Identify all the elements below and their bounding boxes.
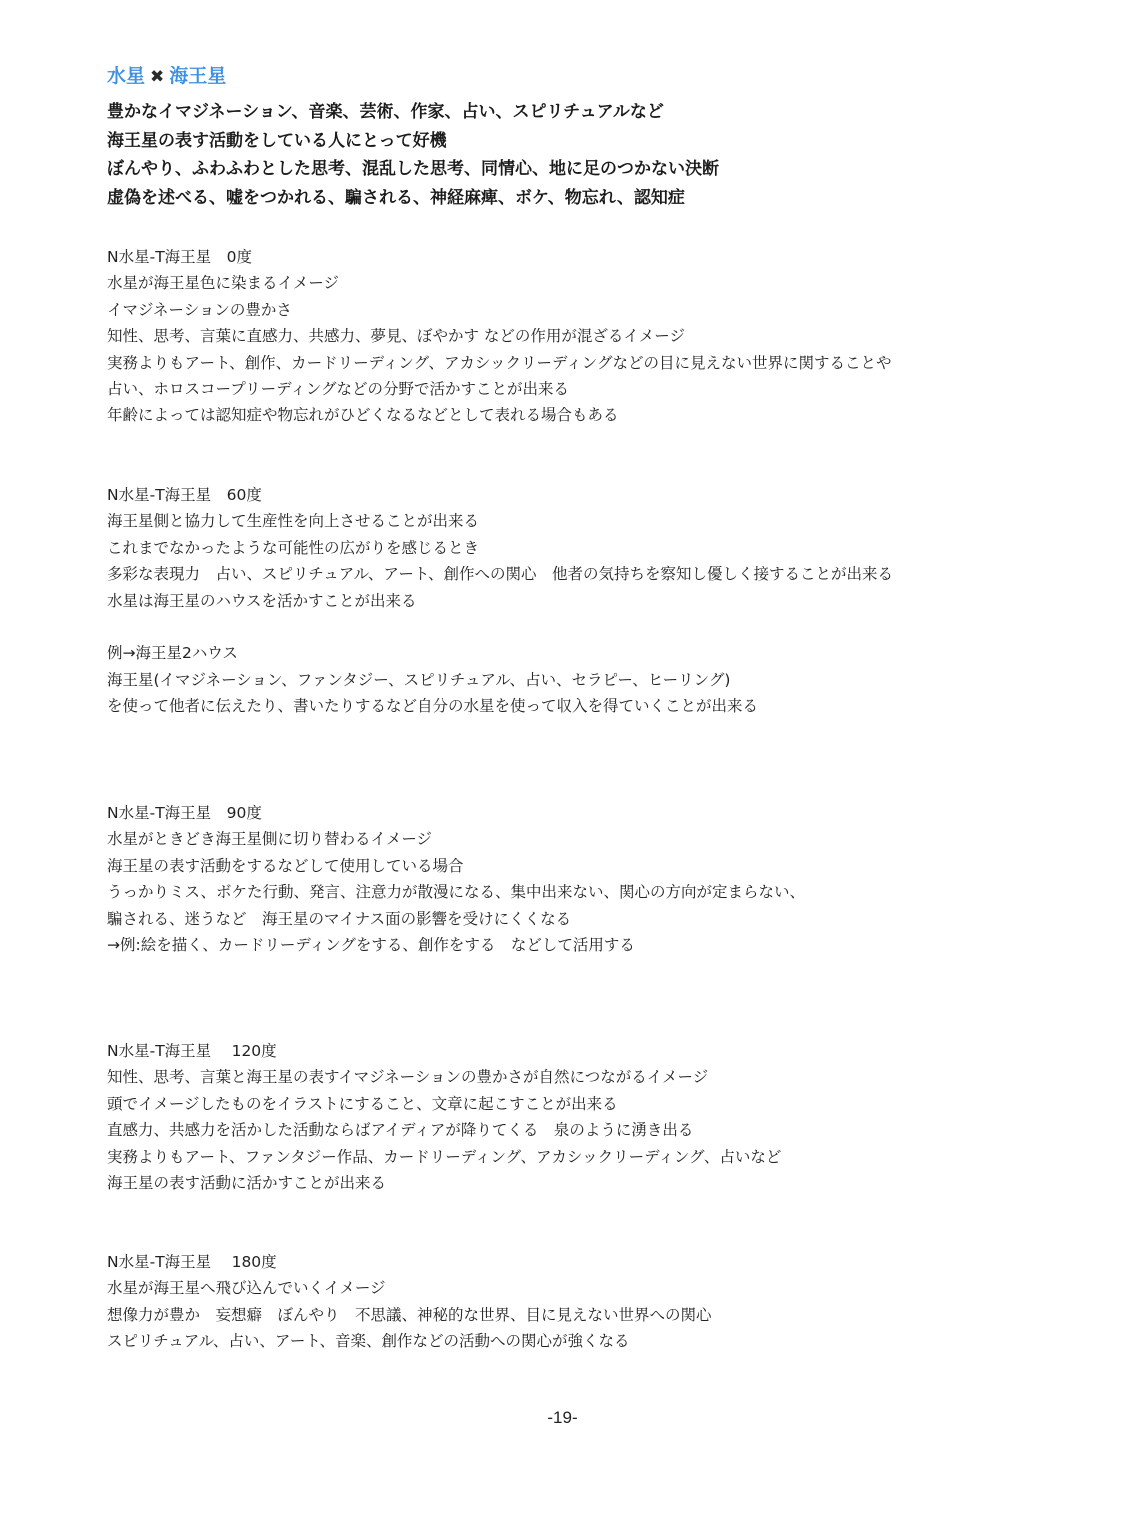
- aspect-section-90deg: [107, 800, 805, 958]
- cross-icon: ✖: [150, 67, 165, 87]
- section-line: 直感力、共感力を活かした活動ならばアイディアが降りてくる 泉のように湧き出る: [107, 1121, 694, 1140]
- document-page: [107, 62, 1067, 212]
- section-line: 例→海王星2ハウス: [107, 644, 238, 663]
- aspect-section-180deg: [107, 1249, 712, 1355]
- page-number: -19-: [547, 1408, 578, 1427]
- title-planet-mercury: 水星: [107, 65, 146, 87]
- summary-line: 豊かなイマジネーション、音楽、芸術、作家、占い、スピリチュアルなど: [107, 102, 664, 122]
- section-line: 実務よりもアート、ファンタジー作品、カードリーディング、アカシックリーディング、占いなど: [107, 1147, 782, 1166]
- section-line: イマジネーションの豊かさ: [107, 300, 292, 319]
- page-title: [107, 62, 1067, 90]
- section-heading: N水星-T海王星 60度: [107, 486, 262, 504]
- section-line: 占い、ホロスコープリーディングなどの分野で活かすことが出来る: [107, 380, 570, 399]
- blank-line: [107, 614, 893, 640]
- summary-line: ぼんやり、ふわふわとした思考、混乱した思考、同情心、地に足のつかない決断: [107, 159, 719, 179]
- section-line: スピリチュアル、占い、アート、音楽、創作などの活動への関心が強くなる: [107, 1332, 630, 1351]
- section-heading: N水星-T海王星 180度: [107, 1253, 277, 1271]
- section-line: 知性、思考、言葉に直感力、共感力、夢見、ぼやかす などの作用が混ざるイメージ: [107, 327, 685, 346]
- section-line: 頭でイメージしたものをイラストにすること、文章に起こすことが出来る: [107, 1094, 618, 1113]
- section-line: →例:絵を描く、カードリーディングをする、創作をする などして活用する: [107, 936, 635, 955]
- section-line: 想像力が豊か 妄想癖 ぼんやり 不思議、神秘的な世界、目に見えない世界への関心: [107, 1305, 712, 1324]
- summary-line: 虚偽を述べる、嘘をつかれる、騙される、神経麻痺、ボケ、物忘れ、認知症: [107, 187, 685, 208]
- summary-line: 海王星の表す活動をしている人にとって好機: [107, 130, 447, 151]
- section-line: うっかりミス、ボケた行動、発言、注意力が散漫になる、集中出来ない、関心の方向が定まらない、: [107, 883, 805, 902]
- section-line: 多彩な表現力 占い、スピリチュアル、アート、創作への関心 他者の気持ちを察知し優しく接することが出来る: [107, 565, 894, 584]
- aspect-section-60deg: [107, 482, 893, 720]
- section-line: これまでなかったような可能性の広がりを感じるとき: [107, 538, 480, 557]
- section-heading: N水星-T海王星 120度: [107, 1042, 277, 1060]
- section-line: 水星は海王星のハウスを活かすことが出来る: [107, 591, 417, 610]
- section-line: 海王星側と協力して生産性を向上させることが出来る: [107, 512, 480, 531]
- section-line: 年齢によっては認知症や物忘れがひどくなるなどとして表れる場合もある: [107, 406, 619, 425]
- summary-block: [107, 98, 1067, 212]
- section-line: 水星がときどき海王星側に切り替わるイメージ: [107, 830, 433, 849]
- section-line: 水星が海王星へ飛び込んでいくイメージ: [107, 1279, 386, 1298]
- section-heading: N水星-T海王星 90度: [107, 804, 262, 822]
- section-line: 水星が海王星色に染まるイメージ: [107, 274, 340, 293]
- aspect-section-120deg: [107, 1038, 781, 1196]
- section-line: 実務よりもアート、創作、カードリーディング、アカシックリーディングなどの目に見えない世界に関することや: [107, 353, 892, 372]
- section-line: 海王星の表す活動をするなどして使用している場合: [107, 856, 464, 875]
- section-line: 騙される、迷うなど 海王星のマイナス面の影響を受けにくくなる: [107, 909, 572, 928]
- aspect-section-0deg: [107, 244, 891, 429]
- title-planet-neptune: 海王星: [169, 65, 227, 87]
- section-line: 知性、思考、言葉と海王星の表すイマジネーションの豊かさが自然につながるイメージ: [107, 1068, 709, 1087]
- section-line: 海王星(イマジネーション、ファンタジー、スピリチュアル、占い、セラピー、ヒーリング): [107, 670, 731, 689]
- section-line: を使って他者に伝えたり、書いたりするなど自分の水星を使って収入を得ていくことが出来る: [107, 697, 759, 716]
- section-heading: N水星-T海王星 0度: [107, 248, 253, 266]
- section-line: 海王星の表す活動に活かすことが出来る: [107, 1174, 387, 1193]
